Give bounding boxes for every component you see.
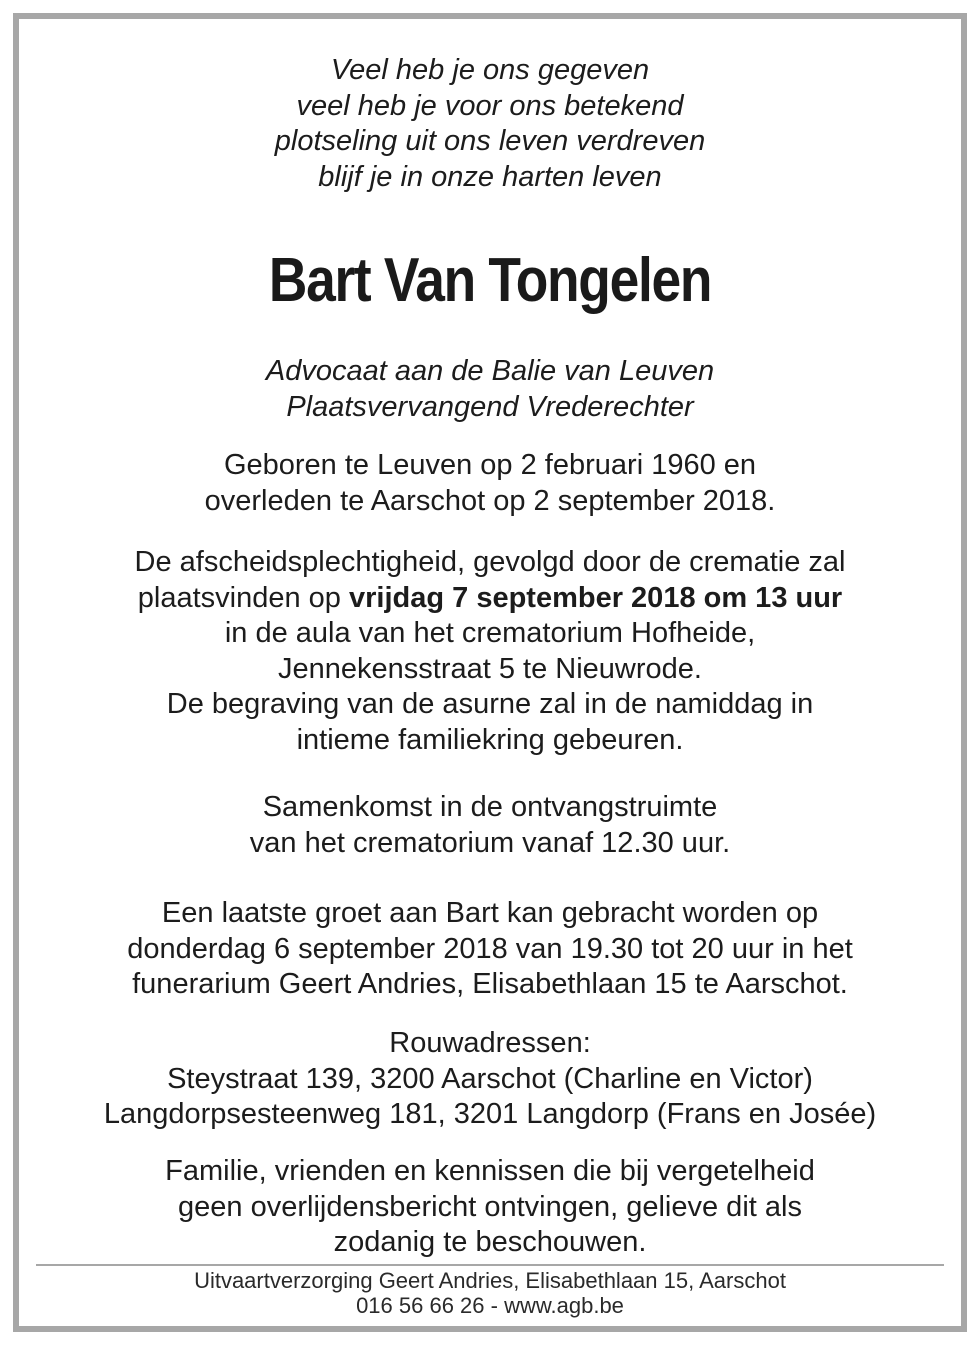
deceased-name: Bart Van Tongelen (268, 246, 712, 315)
title-line: Plaatsvervangend Vrederechter (286, 390, 694, 423)
addresses-heading: Rouwadressen: (389, 1027, 591, 1059)
funeral-home-footer (0, 1268, 980, 1318)
birth-line: Geboren te Leuven op 2 februari 1960 en (223, 449, 757, 481)
ceremony-info (0, 545, 980, 758)
ceremony-line: in de aula van het crematorium Hofheide, (224, 617, 756, 649)
mourning-addresses (0, 1026, 980, 1133)
ceremony-date: vrijdag 7 september 2018 om 13 uur (349, 581, 843, 614)
notice-line: zodanig te beschouwen. (333, 1226, 647, 1258)
ceremony-line: Jennekensstraat 5 te Nieuwrode. (278, 652, 702, 685)
ceremony-line: De afscheidsplechtigheid, gevolgd door de crematie zal (134, 546, 846, 578)
gathering-info (0, 790, 980, 861)
gathering-line: Samenkomst in de ontvangstruimte (262, 791, 718, 823)
poem-line: blijf je in onze harten leven (318, 160, 662, 193)
gathering-line: van het crematorium vanaf 12.30 uur. (249, 826, 731, 859)
birth-death-info (0, 448, 980, 519)
greeting-line: donderdag 6 september 2018 van 19.30 tot 20 uur in het (127, 932, 853, 965)
greeting-line: Een laatste groet aan Bart kan gebracht worden op (161, 897, 819, 929)
address-line: Langdorpsesteenweg 181, 3201 Langdorp (Frans en Josée) (103, 1098, 877, 1130)
ceremony-line (0, 581, 980, 617)
footer-divider (36, 1264, 944, 1266)
poem (0, 53, 980, 195)
notice-line: Familie, vrienden en kennissen die bij vergetelheid (165, 1155, 815, 1187)
ceremony-prefix: plaatsvinden op (137, 581, 349, 614)
poem-line: veel heb je voor ons betekend (296, 89, 684, 122)
address-line: Steystraat 139, 3200 Aarschot (Charline en Victor) (167, 1062, 813, 1095)
ceremony-line: intieme familiekring gebeuren. (296, 723, 684, 756)
poem-line: Veel heb je ons gegeven (330, 54, 650, 86)
title-line: Advocaat aan de Balie van Leuven (265, 355, 715, 387)
greeting-line: funerarium Geert Andries, Elisabethlaan 15 te Aarschot. (132, 968, 848, 1000)
ceremony-line: De begraving van de asurne zal in de namiddag in (166, 688, 814, 720)
notice-line: geen overlijdensbericht ontvingen, gelieve dit als (178, 1190, 802, 1223)
professional-titles (0, 354, 980, 425)
death-line: overleden te Aarschot op 2 september 2018. (204, 484, 776, 517)
notice-text (0, 1154, 980, 1261)
footer-contact: 016 56 66 26 - www.agb.be (356, 1293, 624, 1318)
poem-line: plotseling uit ons leven verdreven (274, 125, 706, 157)
last-greeting-info (0, 896, 980, 1003)
footer-address: Uitvaartverzorging Geert Andries, Elisabethlaan 15, Aarschot (194, 1268, 786, 1293)
